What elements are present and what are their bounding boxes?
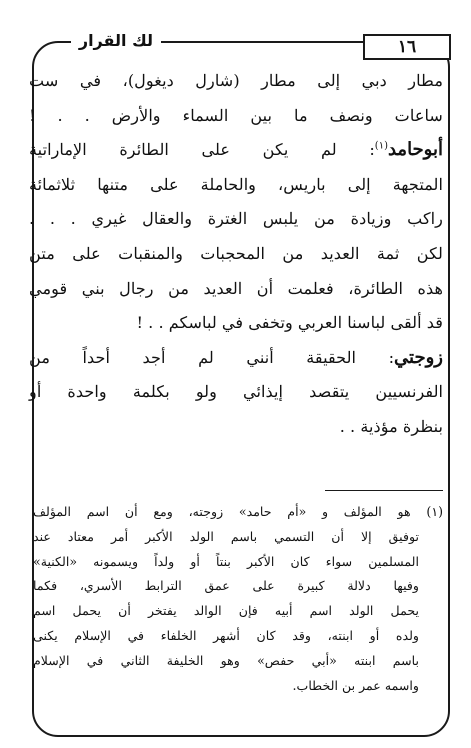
text-line: لكن ثمة العديد من المحجبات والمنقبات على متن [29, 243, 443, 263]
speaker-abu-hamed: أبوحامد [387, 139, 443, 161]
text-line: مطار دبي إلى مطار (شارل ديغول)، في ست [29, 71, 443, 90]
text-line: بنظرة مؤذية . . [339, 416, 443, 436]
dialogue-wife [29, 341, 443, 376]
footnote-line: (١) هو المؤلف و «أم حامد» زوجته، ومع أن اسم المؤلف [33, 504, 443, 519]
dialogue-abu-hamed [29, 133, 443, 168]
text-line: راكب وزيادة من يلبس الغترة والعقال غيري . . . [29, 209, 443, 229]
page-header [0, 26, 471, 60]
text-line: المتجهة إلى باريس، والحاملة على متنها ثلاثمائة [29, 174, 443, 194]
footnote-ref: (١) [374, 140, 388, 152]
page-number: ١٦ [363, 34, 451, 60]
footnote-line: باسم ابنته «أبي حفص» وهو الخليفة الثاني في الإسلام [33, 652, 419, 668]
footnote [33, 500, 443, 698]
text-line: الفرنسيين يتقصد إيذائي ولو بكلمة واحدة أو [29, 382, 443, 402]
footnote-line: ولده أو ابنته، وقد كان أشهر الخلفاء في الإسلام يكنى [33, 627, 419, 643]
text-line: هذه الطائرة، فعلمت أن العديد من رجال بني قومي [29, 278, 443, 298]
dialogue-text: : الحقيقة أنني لم أجد أحداً من [29, 347, 395, 367]
footnote-line: المسلمين سواء كان الأكبر بنتاً أو ولداً ويسمونه «الكنية» [33, 553, 419, 569]
footnote-line: وفيها دلالة كبيرة على عمق الترابط الأسري، فكما [33, 578, 419, 594]
footnote-line: واسمه عمر بن الخطاب. [292, 677, 419, 693]
book-title: لك القرار [71, 31, 161, 51]
dialogue-text: : لم يكن على الطائرة الإماراتية [29, 140, 375, 160]
footnote-line: يحمل الولد اسم أبيه فإن الوالد يفتخر أن يحمل اسم [33, 603, 419, 619]
text-line: قد ألقى لباسنا العربي وتخفى في لباسكم . . ! [136, 313, 443, 333]
footnote-line: توفيق إلا أن التسمي باسم الولد الأكبر أمر معتاد عند [33, 528, 419, 544]
footnote-divider [325, 490, 443, 491]
text-line: ساعات ونصف ما بين السماء والأرض . . ! [29, 105, 443, 125]
speaker-wife: زوجتي [394, 346, 443, 368]
main-text [29, 64, 443, 445]
